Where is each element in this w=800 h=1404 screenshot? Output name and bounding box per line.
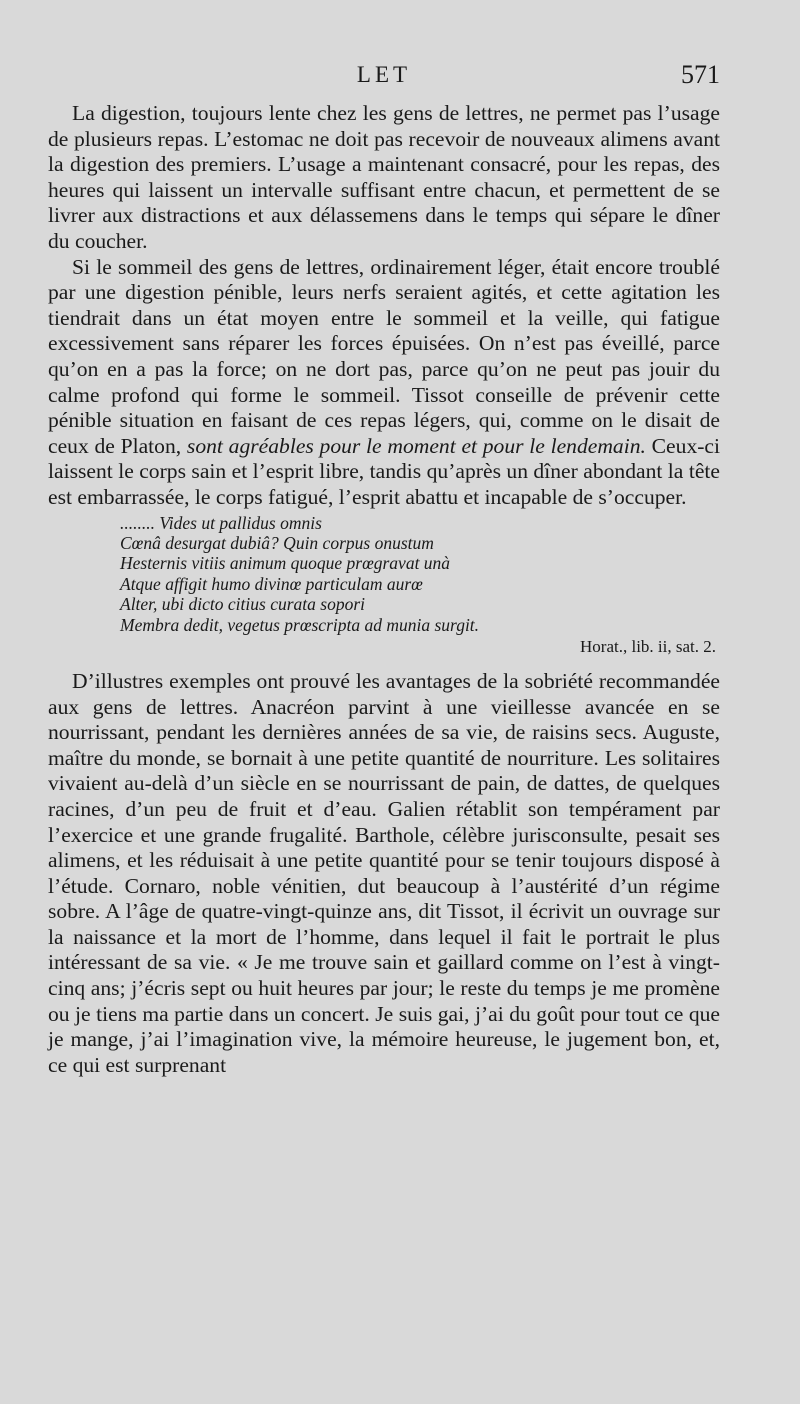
paragraph-sommeil-text-a: Si le sommeil des gens de lettres, ordinairement léger, était encore troublé par une digestion pénible, leurs nerfs seraient agités, et cette agitation les tiendrait dans un état moyen entre le sommeil et la veille, qui fatigue excessivement sans réparer les forces épuisées. On n’est pas éveillé, parce qu’on en a pas la force; on ne dort pas, parce qu’on ne peut pas jouir du calme profond qui forme le sommeil. Tissot conseille de prévenir cette pénible situation en faisant de ces repas légers, qui, comme on le disait de ceux de Platon, <box>48 254 720 458</box>
running-head: LET <box>356 62 412 87</box>
paragraph-sommeil-text-b: Ceux-ci laissent le corps sain et l’esprit libre, tandis qu’après un dîner abondant la tête est embarrassée, le corps fatigué, l’esprit abattu et incapable de s’occuper. <box>48 433 721 509</box>
page-header <box>48 60 720 96</box>
verse-line: Alter, ubi dicto citius curata sopori <box>120 594 365 615</box>
verse-line: Membra dedit, vegetus prœscripta ad munia surgit. <box>120 614 480 635</box>
latin-verse-quotation <box>48 513 720 659</box>
verse-line: Cœnâ desurgat dubiâ? Quin corpus onustum <box>120 532 434 553</box>
paragraph-sommeil-italic: sont agréables pour le moment et pour le lendemain. <box>186 433 646 458</box>
body-text <box>48 101 720 1078</box>
paragraph-spacer <box>48 659 720 669</box>
paragraph-digestion: La digestion, toujours lente chez les gens de lettres, ne permet pas l’usage de plusieurs repas. L’estomac ne doit pas recevoir de nouveaux alimens avant la digestion des premiers. L’usage a maintenant consacré, pour les repas, des heures qui laissent un intervalle suffisant entre chacun, et permettent de se livrer aux distractions et aux délassemens dans le temps qui sépare le dîner du coucher. <box>48 101 720 253</box>
verse-line: ........ Vides ut pallidus omnis <box>120 512 322 533</box>
paragraph-sommeil <box>48 255 720 511</box>
verse-line: Hesternis vitiis animum quoque prœgravat unà <box>120 553 451 574</box>
paragraph-exemples: D’illustres exemples ont prouvé les avantages de la sobriété recommandée aux gens de lettres. Anacréon parvint à une vieillesse avancée en se nourrissant, pendant les dernières années de sa vie, de raisins secs. Auguste, maître du monde, se bornait à une petite quantité de nourriture. Les solitaires vivaient au-delà d’un siècle en se nourrissant de pain, de dattes, de quelques racines, d’un peu de fruit et d’eau. Galien rétablit son tempérament par l’exercice et une grande frugalité. Barthole, célèbre jurisconsulte, pesait ses alimens, et les réduisait à une petite quantité pour se tenir toujours disposé à l’étude. Cornaro, noble vénitien, dut beaucoup à l’austérité d’un régime sobre. A l’âge de quatre-vingt-quinze ans, dit Tissot, il écrivit un ouvrage sur la naissance et la mort de l’homme, dans lequel il fait le portrait le plus intéressant de sa vie. « Je me trouve sain et gaillard comme on l’est à vingt-cinq ans; j’écris sept ou huit heures par jour; le reste du temps je me promène ou je tiens ma partie dans un concert. Je suis gai, j’ai du goût pour tout ce que je mange, j’ai l’imagination vive, la mémoire heureuse, le jugement bon, et, ce qui est surprenant <box>48 668 720 1077</box>
verse-citation: Horat., lib. ii, sat. 2. <box>580 636 716 656</box>
page-number: 571 <box>681 60 720 89</box>
verse-line: Atque affigit humo divinœ particulam aurœ <box>120 573 423 594</box>
